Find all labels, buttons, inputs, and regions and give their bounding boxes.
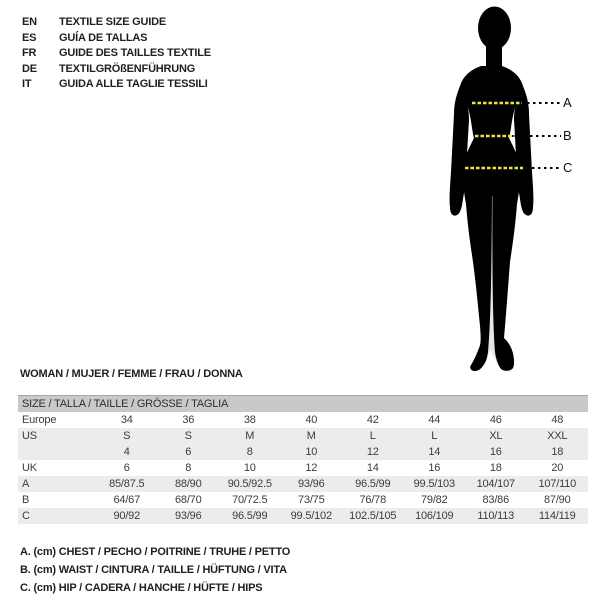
table-cell: 64/67	[113, 494, 141, 506]
woman-silhouette-svg	[420, 0, 600, 380]
language-row	[22, 46, 211, 62]
table-cell: 70/72.5	[232, 494, 268, 506]
table-row	[18, 508, 588, 524]
table-cell: 6	[123, 462, 130, 474]
table-cell: 106/109	[415, 510, 454, 522]
guide-title: TEXTILGRÖßENFÜHRUNG	[59, 62, 196, 75]
table-cell: 90/92	[113, 510, 141, 522]
table-cell: 83/86	[482, 494, 510, 506]
language-row	[22, 77, 211, 93]
table-cell: 16	[489, 446, 502, 458]
table-cell: 12	[305, 462, 318, 474]
table-cell: 16	[428, 462, 441, 474]
table-row	[18, 476, 588, 492]
table-row	[18, 444, 588, 460]
table-row	[18, 460, 588, 476]
table-cell: 20	[551, 462, 564, 474]
table-cell: 8	[246, 446, 253, 458]
table-cell: 36	[182, 414, 195, 426]
table-row-label	[18, 444, 96, 460]
measure-label-a: A	[563, 95, 572, 110]
table-cell: 85/87.5	[109, 478, 145, 490]
table-cell: 10	[305, 446, 318, 458]
table-cell: L	[369, 430, 376, 442]
table-row	[18, 492, 588, 508]
table-cell: M	[245, 430, 255, 442]
table-row-label: A	[22, 478, 30, 490]
table-cell: 96.5/99	[355, 478, 391, 490]
legend-row: C. (cm) HIP / CADERA / HANCHE / HÜFTE / HIPS	[20, 582, 263, 594]
table-cell: 14	[428, 446, 441, 458]
table-cell: 93/96	[297, 478, 325, 490]
table-cell: 10	[243, 462, 256, 474]
table-cell: 114/119	[538, 510, 576, 522]
measure-label-c: C	[563, 160, 573, 175]
table-row-label: US	[22, 430, 37, 442]
table-cell: 46	[489, 414, 502, 426]
table-cell: 104/107	[476, 478, 515, 490]
language-code: EN	[22, 16, 37, 28]
table-row	[18, 412, 588, 428]
legend-row: A. (cm) CHEST / PECHO / POITRINE / TRUHE / PETTO	[20, 546, 291, 558]
table-cell: 18	[551, 446, 564, 458]
table-cell: 40	[305, 414, 318, 426]
language-title-list	[22, 15, 211, 93]
language-row	[22, 31, 211, 47]
table-cell: XXL	[547, 430, 568, 442]
legend-row: B. (cm) WAIST / CINTURA / TAILLE / HÜFTUNG / VITA	[20, 564, 287, 576]
table-cell: 42	[366, 414, 379, 426]
table-row-label: B	[22, 494, 30, 506]
size-table	[18, 395, 588, 524]
table-cell: 87/90	[543, 494, 571, 506]
table-cell: 4	[123, 446, 130, 458]
table-cell: XL	[489, 430, 503, 442]
guide-title: GUIDE DES TAILLES TEXTILE	[59, 47, 211, 59]
table-row-label: Europe	[22, 414, 57, 426]
table-cell: 68/70	[174, 494, 202, 506]
table-cell: 96.5/99	[232, 510, 268, 522]
table-cell: 44	[428, 414, 441, 426]
table-cell: 34	[120, 414, 133, 426]
table-cell: 110/113	[477, 510, 515, 522]
table-cell: 38	[243, 414, 256, 426]
table-row	[18, 428, 588, 444]
table-cell: L	[431, 430, 438, 442]
guide-title: TEXTILE SIZE GUIDE	[59, 16, 167, 28]
table-cell: S	[123, 430, 131, 442]
table-cell: M	[306, 430, 316, 442]
table-cell: 90.5/92.5	[227, 478, 272, 490]
table-cell: 73/75	[297, 494, 325, 506]
table-cell: 99.5/103	[413, 478, 455, 490]
language-row	[22, 15, 211, 31]
table-cell: 18	[489, 462, 502, 474]
section-title-woman: WOMAN / MUJER / FEMME / FRAU / DONNA	[20, 368, 243, 380]
table-cell: 6	[185, 446, 192, 458]
size-table-body	[18, 412, 588, 524]
table-cell: 8	[185, 462, 192, 474]
guide-title: GUÍA DE TALLAS	[59, 31, 148, 44]
language-row	[22, 62, 211, 78]
table-row-label: C	[22, 510, 30, 522]
table-cell: 107/110	[538, 478, 577, 490]
table-cell: 102.5/105	[349, 510, 397, 522]
measure-legend	[20, 543, 290, 597]
woman-silhouette-figure	[420, 0, 600, 380]
table-cell: S	[184, 430, 192, 442]
table-cell: 12	[366, 446, 379, 458]
table-cell: 99.5/102	[290, 510, 332, 522]
table-cell: 14	[366, 462, 379, 474]
table-cell: 88/90	[174, 478, 202, 490]
language-code: DE	[22, 62, 37, 75]
size-table-header: SIZE / TALLA / TAILLE / GRÖSSE / TAGLIA	[18, 395, 588, 412]
language-code: ES	[22, 31, 37, 44]
table-cell: 93/96	[174, 510, 202, 522]
measure-label-b: B	[563, 128, 572, 143]
language-code: IT	[22, 78, 32, 90]
table-cell: 76/78	[359, 494, 387, 506]
table-cell: 48	[551, 414, 564, 426]
table-row-label: UK	[22, 462, 37, 474]
language-code: FR	[22, 47, 37, 59]
guide-title: GUIDA ALLE TAGLIE TESSILI	[59, 78, 208, 90]
table-cell: 79/82	[420, 494, 448, 506]
